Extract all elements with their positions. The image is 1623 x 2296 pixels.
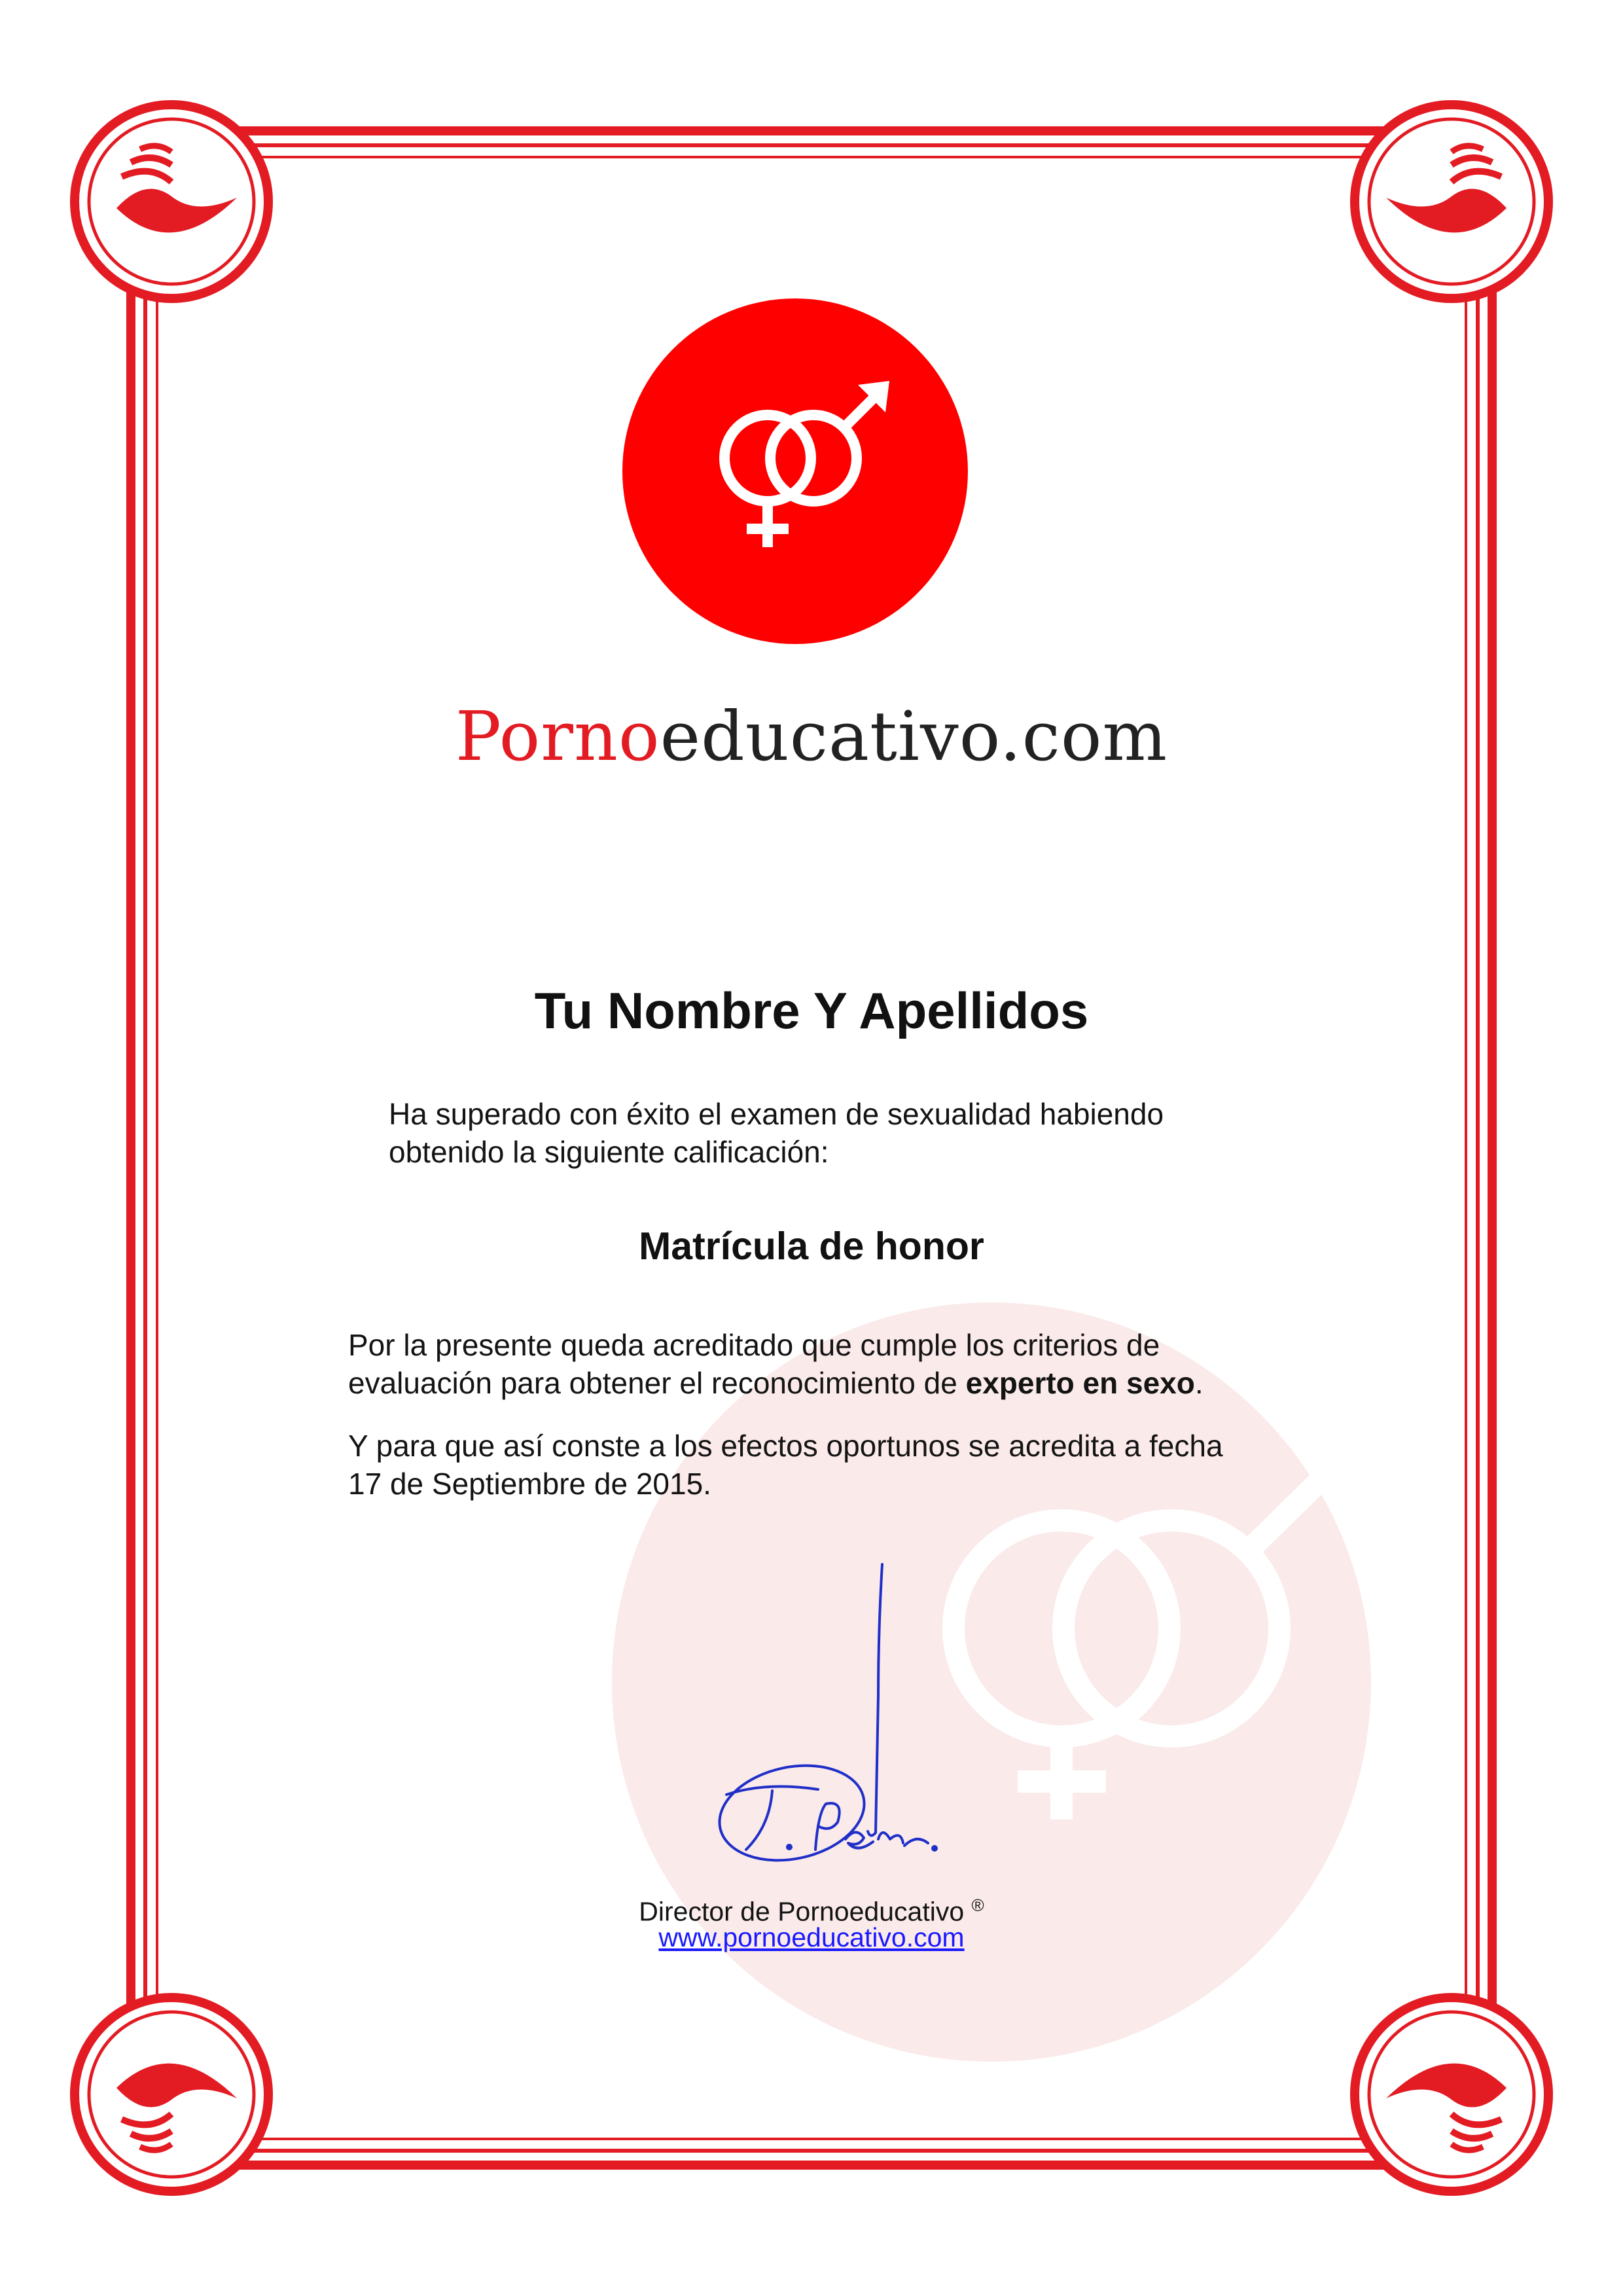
statement-line-2-pre: evaluación para obtener el reconocimiento de: [348, 1366, 966, 1400]
statement-line-1: Por la presente queda acreditado que cumple los criterios de: [348, 1328, 1160, 1362]
logo-circle: [622, 298, 968, 644]
closing-line-2: 17 de Septiembre de 2015.: [348, 1467, 711, 1501]
statement-line-2: [348, 1364, 1343, 1402]
corner-ornament-top-left: [75, 105, 268, 298]
recipient-name: Tu Nombre Y Apellidos: [534, 982, 1089, 1039]
statement-paragraph: [348, 1326, 1343, 1402]
signature: [707, 1551, 942, 1865]
registered-mark: ®: [971, 1895, 984, 1915]
grade: Matrícula de honor: [639, 1225, 984, 1268]
corner-ornament-top-right: [1355, 105, 1548, 298]
brand-title: [0, 694, 1623, 779]
statement-highlight: experto en sexo: [965, 1366, 1195, 1400]
closing-paragraph: [348, 1427, 1343, 1503]
closing-line-1: Y para que así conste a los efectos oportunos se acredita a fecha: [348, 1429, 1223, 1463]
website-link[interactable]: www.pornoeducativo.com: [658, 1922, 965, 1952]
director-label: Director de Pornoeducativo: [639, 1896, 965, 1927]
intro-paragraph: [389, 1095, 1305, 1171]
brand-accent: Porno: [455, 696, 660, 776]
brand-rest: educativo.com: [660, 696, 1168, 776]
website-line: [0, 1920, 1623, 1954]
corner-ornament-bottom-right: [1355, 1998, 1548, 2191]
venus-mars-icon: [622, 298, 968, 644]
intro-line-1: Ha superado con éxito el examen de sexualidad habiendo: [389, 1097, 1164, 1131]
corner-ornament-bottom-left: [75, 1998, 268, 2191]
statement-line-2-post: .: [1194, 1366, 1204, 1400]
intro-line-2: obtenido la siguiente calificación:: [389, 1135, 829, 1169]
